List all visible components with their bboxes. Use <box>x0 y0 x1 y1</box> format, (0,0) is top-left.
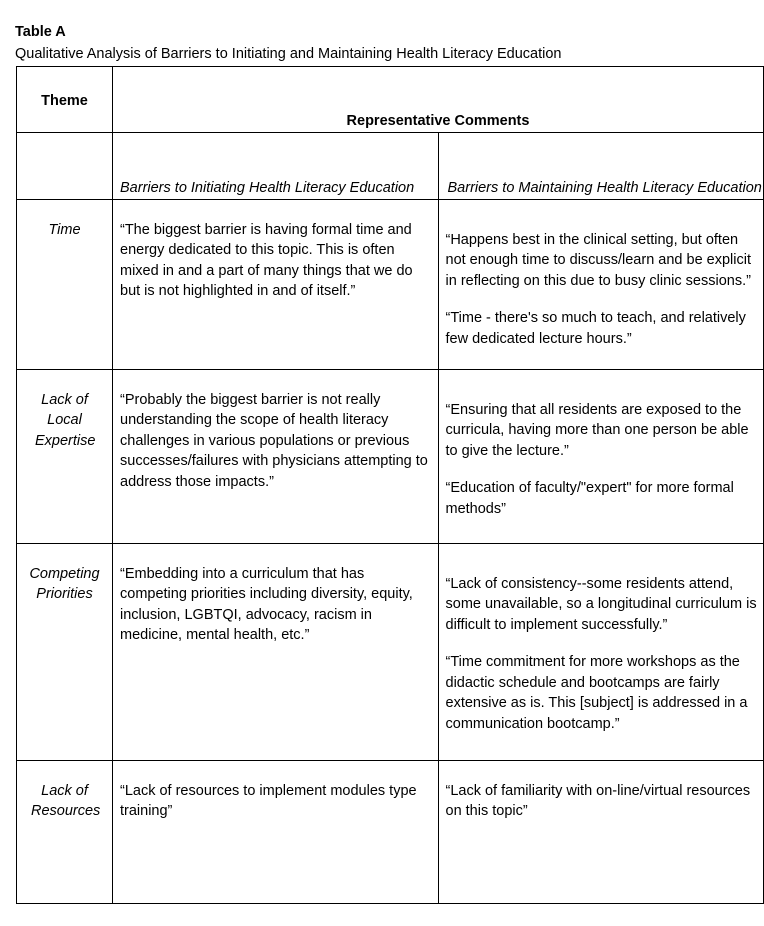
comment-quote: “Education of faculty/"expert" for more formal methods” <box>445 480 734 517</box>
comment-quote: “Time commitment for more workshops as the didactic schedule and bootcamps are fairly extensive as is. This [subject] is addressed in a communication bootcamp.” <box>445 654 748 732</box>
theme-cell: Lack of Local Expertise <box>17 369 113 543</box>
theme-cell: Time <box>17 199 113 369</box>
initiating-comment: “Lack of resources to implement modules type training” <box>113 760 439 903</box>
table-row <box>17 199 764 369</box>
comment-quote: “Lack of consistency--some residents attend, some unavailable, so a longitudinal curriculum is difficult to implement successfully.” <box>445 575 757 633</box>
initiating-comment: “Probably the biggest barrier is not really understanding the scope of health literacy challenges in various populations or previous successes/failures with physicians attempting to address those impacts.” <box>113 369 439 543</box>
comment-quote: “Happens best in the clinical setting, but often not enough time to discuss/learn and be explicit in reflecting on this due to busy clinic sessions.” <box>445 231 751 289</box>
maintaining-comments <box>438 199 764 369</box>
barriers-table <box>16 66 764 904</box>
theme-header: Theme <box>17 67 113 133</box>
theme-cell: Lack of Resources <box>17 760 113 903</box>
maintaining-comments <box>438 760 764 903</box>
comments-header: Representative Comments <box>113 67 764 133</box>
maintaining-column-header: Barriers to Maintaining Health Literacy Education <box>438 133 764 200</box>
maintaining-comments <box>438 369 764 543</box>
comment-quote: “Ensuring that all residents are exposed to the curricula, having more than one person be able to give the lecture.” <box>445 401 749 459</box>
maintaining-comments <box>438 543 764 760</box>
empty-header-cell <box>17 133 113 200</box>
initiating-comment: “The biggest barrier is having formal time and energy dedicated to this topic. This is often mixed in and a part of many things that we do but is not highlighted in and of itself.” <box>113 199 439 369</box>
theme-cell: Competing Priorities <box>17 543 113 760</box>
table-row <box>17 543 764 760</box>
comment-quote: “Time - there's so much to teach, and relatively few dedicated lecture hours.” <box>445 310 746 347</box>
initiating-comment: “Embedding into a curriculum that has competing priorities including diversity, equity, inclusion, LGBTQI, advocacy, racism in medicine, mental health, etc.” <box>113 543 439 760</box>
table-subtitle: Qualitative Analysis of Barriers to Initiating and Maintaining Health Literacy Education <box>15 46 562 62</box>
initiating-column-header: Barriers to Initiating Health Literacy Education <box>113 133 439 200</box>
table-row <box>17 760 764 903</box>
table-row <box>17 369 764 543</box>
table-title: Table A <box>15 24 66 40</box>
comment-quote: “Lack of familiarity with on-line/virtual resources on this topic” <box>445 782 751 819</box>
